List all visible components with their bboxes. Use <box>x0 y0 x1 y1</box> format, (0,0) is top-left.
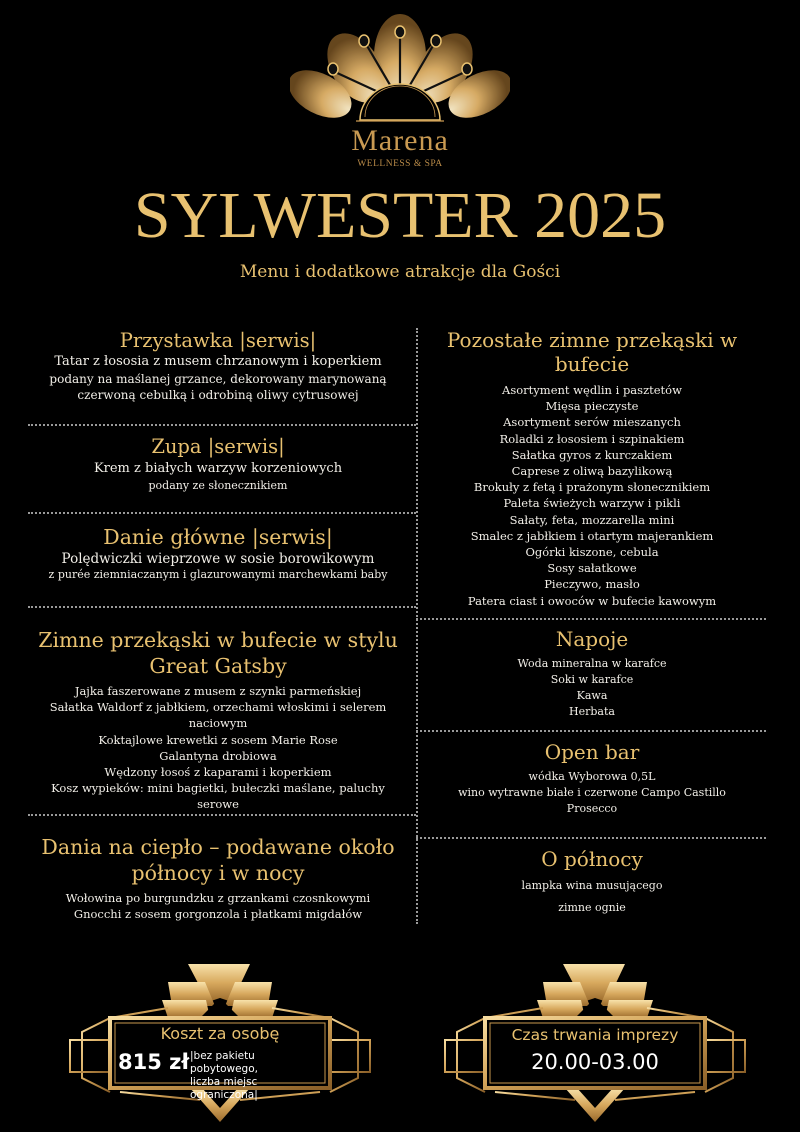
menu-item: Wołowina po burgundzku z grzankami czosnkowymi <box>65 891 371 905</box>
section-title-line: Dania na ciepło – podawane około <box>41 835 395 859</box>
menu-item: serowe <box>197 797 239 812</box>
section-title-line: północy i w nocy <box>131 861 305 885</box>
duration-time: 20.00-03.00 <box>531 1050 659 1074</box>
menu-section-appetizer <box>20 328 416 403</box>
menu-item: Woda mineralna w karafce <box>517 657 667 670</box>
section-title-line: Great Gatsby <box>149 654 287 678</box>
price-note-line: liczba miejsc ograniczona| <box>190 1076 258 1101</box>
menu-item: Kawa <box>576 689 608 702</box>
menu-item-description: czerwoną cebulką i odrobiną oliwy cytrusowej <box>77 387 359 402</box>
duration-label: Czas trwania imprezy <box>511 1026 679 1044</box>
price-amount: 815 zł <box>118 1050 190 1074</box>
menu-item: Sałatka Waldorf z jabłkiem, orzechami włoskimi i selerem <box>49 700 387 715</box>
section-title: Przystawka |serwis| <box>119 329 317 352</box>
menu-section-soup <box>20 434 416 494</box>
menu-item: lampka wina musującego <box>521 879 663 892</box>
menu-item-description: podany ze słonecznikiem <box>148 479 288 492</box>
menu-item: Prosecco <box>566 802 618 815</box>
brand-name: Marena <box>351 124 449 157</box>
section-title: Open bar <box>544 740 640 764</box>
menu-item: Herbata <box>569 705 615 718</box>
menu-item: Pieczywo, masło <box>544 577 640 592</box>
section-title-line: Zimne przekąski w bufecie w stylu <box>38 628 398 652</box>
menu-item: Roladki z łososiem i szpinakiem <box>499 431 685 446</box>
menu-item: Tatar z łososia z musem chrzanowym i koperkiem <box>54 354 382 369</box>
menu-item: Patera ciast i owoców w bufecie kawowym <box>467 593 717 608</box>
menu-item: Wędzony łosoś z kaparami i koperkiem <box>104 765 332 780</box>
section-title-line: bufecie <box>554 352 630 376</box>
menu-item: Koktajlowe krewetki z sosem Marie Rose <box>98 732 338 747</box>
brand-subtitle: WELLNESS & SPA <box>357 159 443 169</box>
menu-section-main-course <box>20 523 416 582</box>
menu-item: wino wytrawne białe i czerwone Campo Castillo <box>458 786 726 799</box>
menu-section-midnight <box>418 845 766 919</box>
price-label: Koszt za osobę <box>160 1024 280 1043</box>
section-title: Danie główne |serwis| <box>103 525 333 549</box>
menu-item: wódka Wyborowa 0,5L <box>528 770 656 783</box>
menu-item: Soki w karafce <box>550 673 634 686</box>
menu-section-open-bar <box>418 738 766 817</box>
menu-item: Smalec z jabłkiem i otartym majerankiem <box>470 528 714 543</box>
menu-item: Paleta świeżych warzyw i pikli <box>503 496 681 511</box>
menu-item: Brokuły z fetą i prażonym słonecznikiem <box>473 480 711 495</box>
duration-badge <box>430 950 760 1130</box>
section-title: O północy <box>541 847 643 871</box>
menu-item: Kosz wypieków: mini bagietki, bułeczki maślane, paluchy <box>51 781 385 796</box>
menu-item: Galantyna drobiowa <box>159 748 277 763</box>
menu-item: Sałaty, feta, mozzarella mini <box>509 512 675 527</box>
section-title: Napoje <box>555 627 629 651</box>
menu-item: Ogórki kiszone, cebula <box>525 545 659 560</box>
menu-item: Asortyment wędlin i pasztetów <box>502 383 682 397</box>
menu-section-other-cold-buffet <box>418 328 766 609</box>
menu-section-drinks <box>418 625 766 720</box>
menu-item: Sałatka gyros z kurczakiem <box>511 447 673 462</box>
menu-item: Mięsa pieczyste <box>545 399 639 414</box>
menu-item: zimne ognie <box>558 901 626 914</box>
section-title: Zupa |serwis| <box>151 435 285 458</box>
page-title: SYLWESTER 2025 <box>133 179 667 252</box>
menu-item-description: podany na maślanej grzance, dekorowany marynowaną <box>49 371 387 386</box>
price-badge <box>60 950 380 1130</box>
menu-item: Asortyment serów mieszanych <box>503 415 681 430</box>
menu-item-description: z purée ziemniaczanym i glazurowanymi marchewkami baby <box>48 568 388 581</box>
menu-section-cold-buffet-gatsby <box>20 627 416 813</box>
page-subtitle: Menu i dodatkowe atrakcje dla Gości <box>239 262 561 282</box>
price-note-line: |bez pakietu pobytowego, <box>190 1050 258 1075</box>
section-title-line: Pozostałe zimne przekąski w <box>446 328 738 352</box>
menu-item: Jajka faszerowane z musem z szynki parmeńskiej <box>74 684 362 698</box>
menu-item: Gnocchi z sosem gorgonzola i płatkami migdałów <box>73 907 363 922</box>
menu-item: Caprese z oliwą bazylikową <box>511 464 673 479</box>
menu-item: Krem z białych warzyw korzeniowych <box>93 461 343 476</box>
menu-item: Polędwiczki wieprzowe w sosie borowikowym <box>61 551 375 567</box>
price-note <box>190 1050 326 1102</box>
menu-item: Sosy sałatkowe <box>547 561 637 576</box>
menu-section-hot-dishes <box>20 834 416 922</box>
menu-item: naciowym <box>188 716 248 731</box>
